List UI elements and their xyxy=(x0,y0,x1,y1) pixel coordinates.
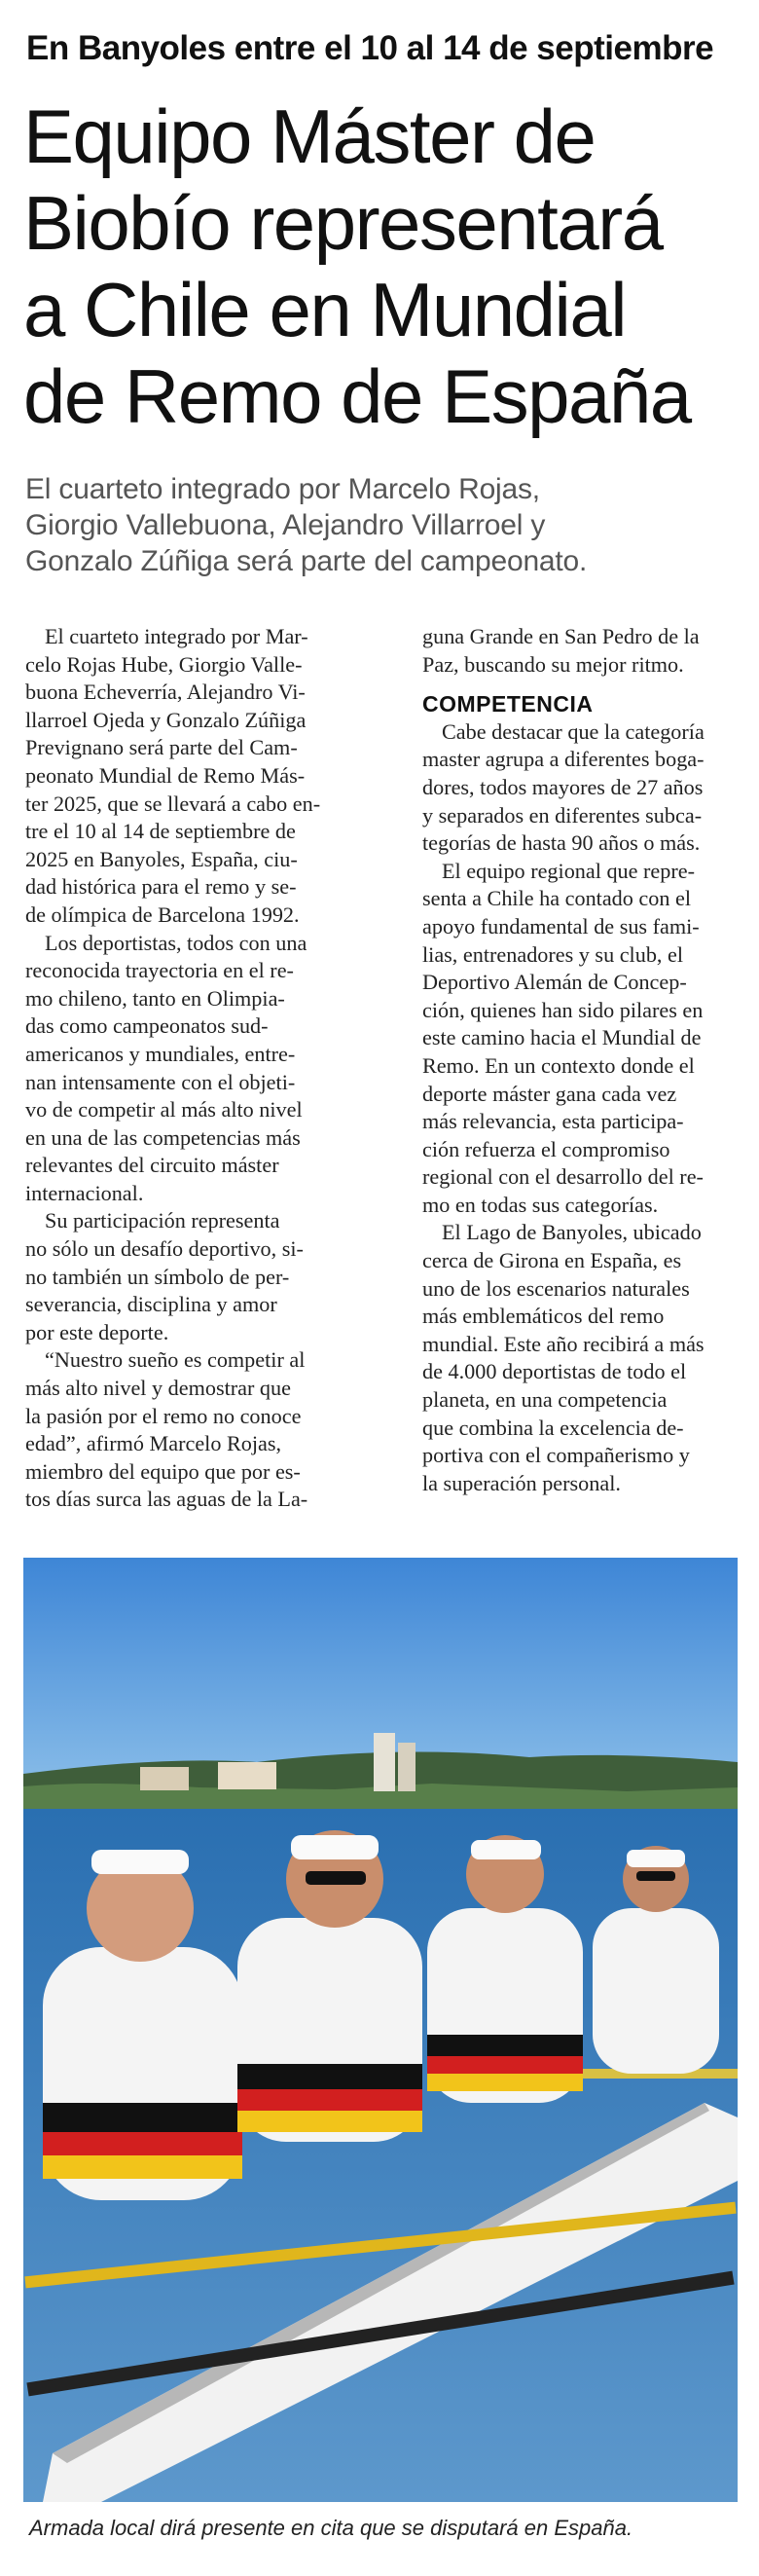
body-line: internacional. xyxy=(25,1180,144,1205)
body-line: tos días surca las aguas de la La- xyxy=(25,1487,308,1512)
photo-illustration xyxy=(23,1558,738,2502)
body-line: miembro del equipo que por es- xyxy=(25,1458,301,1484)
body-line: de 4.000 deportistas de todo el xyxy=(422,1359,687,1384)
photo-caption: Armada local dirá presente en cita que se disputará en España. xyxy=(29,2516,633,2540)
body-line: dores, todos mayores de 27 años xyxy=(422,774,704,799)
deck-line: Giorgio Vallebuona, Alejandro Villarroel y xyxy=(25,509,546,541)
body-line: El equipo regional que repre- xyxy=(442,858,695,883)
body-line: planeta, en una competencia xyxy=(422,1387,668,1413)
body-line: buona Echeverría, Alejandro Vi- xyxy=(25,680,306,705)
headline-line: Equipo Máster de xyxy=(23,93,596,179)
body-line: en una de las competencias más xyxy=(25,1124,301,1150)
body-line: Deportivo Alemán de Concep- xyxy=(422,970,687,995)
body-line: Los deportistas, todos con una xyxy=(45,930,307,955)
body-line: senta a Chile ha contado con el xyxy=(422,886,692,911)
body-line: no también un símbolo de per- xyxy=(25,1264,290,1289)
body-line: mundial. Este año recibirá a más xyxy=(422,1331,705,1356)
body-line: master agrupa a diferentes boga- xyxy=(422,747,705,772)
body-line: deporte máster gana cada vez xyxy=(422,1081,677,1106)
body-line: uno de los escenarios naturales xyxy=(422,1275,690,1301)
body-line: das como campeonatos sud- xyxy=(25,1013,269,1039)
body-line: vo de competir al más alto nivel xyxy=(25,1097,303,1122)
body-column-right-text xyxy=(422,718,736,1498)
body-line: ción, quienes han sido pilares en xyxy=(422,997,704,1022)
deck-line: El cuarteto integrado por Marcelo Rojas, xyxy=(25,473,540,505)
body-line: americanos y mundiales, entre- xyxy=(25,1041,296,1066)
deck-line: Gonzalo Zúñiga será parte del campeonato. xyxy=(25,545,588,577)
body-line: edad”, afirmó Marcelo Rojas, xyxy=(25,1431,282,1456)
body-line: 2025 en Banyoles, España, ciu- xyxy=(25,846,298,871)
body-line: “Nuestro sueño es competir al xyxy=(45,1347,306,1373)
body-line: apoyo fundamental de sus fami- xyxy=(422,913,700,938)
body-line: y separados en diferentes subca- xyxy=(422,802,703,828)
body-line: Remo. En un contexto donde el xyxy=(422,1052,695,1078)
headline-line: Biobío representará xyxy=(23,180,663,266)
body-line: Prevignano será parte del Cam- xyxy=(25,735,298,760)
body-line: llarroel Ojeda y Gonzalo Zúñiga xyxy=(25,707,307,732)
body-column-right xyxy=(422,623,736,1497)
body-column-left xyxy=(25,623,372,1514)
body-line: mo chileno, tanto en Olimpia- xyxy=(25,985,285,1011)
body-line: por este deporte. xyxy=(25,1319,169,1344)
body-line: este camino hacia el Mundial de xyxy=(422,1025,702,1050)
body-line: regional con el desarrollo del re- xyxy=(422,1164,704,1190)
body-line: ción refuerza el compromiso xyxy=(422,1136,670,1161)
body-line: tre el 10 al 14 de septiembre de xyxy=(25,819,296,844)
body-line: dad histórica para el remo y se- xyxy=(25,874,297,900)
body-line: ter 2025, que se llevará a cabo en- xyxy=(25,791,321,816)
body-line: de olímpica de Barcelona 1992. xyxy=(25,902,300,927)
headline-line: de Remo de España xyxy=(23,353,691,439)
body-line: más alto nivel y demostrar que xyxy=(25,1376,291,1401)
section-heading: COMPETENCIA xyxy=(422,691,594,718)
body-line: Paz, buscando su mejor ritmo. xyxy=(422,651,684,677)
body-line: no sólo un desafío deportivo, si- xyxy=(25,1236,304,1262)
body-line: Cabe destacar que la categoría xyxy=(442,718,705,744)
body-line: que combina la excelencia de- xyxy=(422,1415,684,1440)
body-line: la pasión por el remo no conoce xyxy=(25,1403,302,1428)
headline-line: a Chile en Mundial xyxy=(23,267,627,352)
body-line: celo Rojas Hube, Giorgio Valle- xyxy=(25,651,303,677)
body-line: El Lago de Banyoles, ubicado xyxy=(442,1220,702,1245)
body-line: cerca de Girona en España, es xyxy=(422,1248,682,1273)
body-line: peonato Mundial de Remo Más- xyxy=(25,762,306,788)
kicker: En Banyoles entre el 10 al 14 de septiembre xyxy=(26,29,714,67)
body-line: tegorías de hasta 90 años o más. xyxy=(422,830,701,856)
headline xyxy=(23,93,743,440)
body-line: reconocida trayectoria en el re- xyxy=(25,958,294,983)
body-line: más emblemáticos del remo xyxy=(422,1304,665,1329)
body-line: nan intensamente con el objeti- xyxy=(25,1069,296,1094)
body-line: más relevancia, esta participa- xyxy=(422,1109,684,1134)
body-line: El cuarteto integrado por Mar- xyxy=(45,624,308,648)
body-line: Su participación representa xyxy=(45,1208,280,1233)
deck-summary xyxy=(25,471,745,579)
body-line: la superación personal. xyxy=(422,1470,621,1495)
body-line: lias, entrenadores y su club, el xyxy=(422,941,684,967)
body-line: guna Grande en San Pedro de la xyxy=(422,624,700,648)
body-line: relevantes del circuito máster xyxy=(25,1153,279,1178)
body-line: severancia, disciplina y amor xyxy=(25,1292,277,1317)
body-line: portiva con el compañerismo y xyxy=(422,1443,690,1468)
rowing-team-photo xyxy=(23,1558,738,2502)
body-line: mo en todas sus categorías. xyxy=(422,1192,659,1217)
